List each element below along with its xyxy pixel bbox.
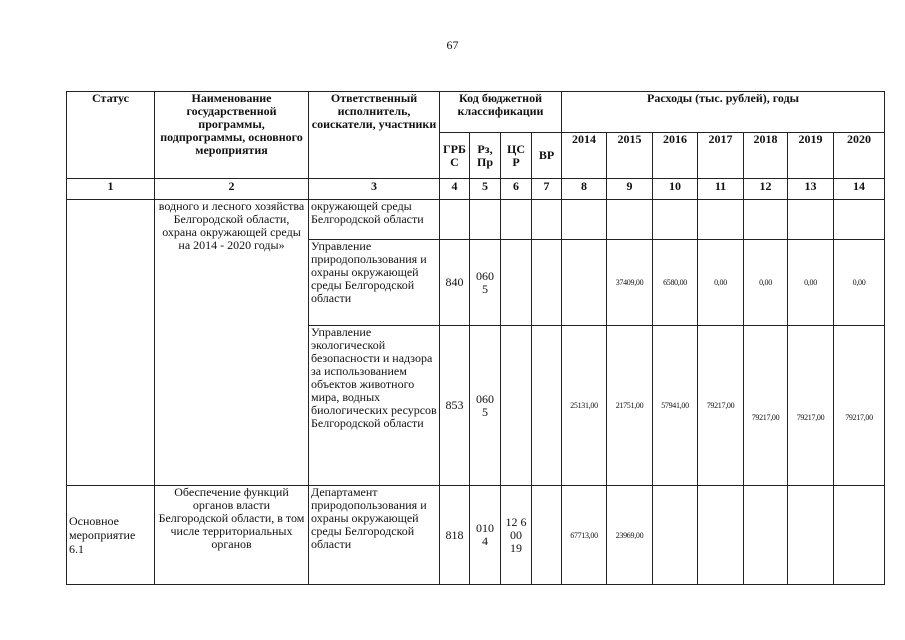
executor-cell: Департамент природопользования и охраны окружающей среды Белгородской области xyxy=(309,486,440,585)
value-2016: 57941,00 xyxy=(653,326,698,486)
csr-cell xyxy=(501,326,532,486)
vr-cell xyxy=(532,240,562,326)
rzpr-cell xyxy=(470,200,501,240)
column-number: 13 xyxy=(788,179,834,200)
value-2020: 0,00 xyxy=(834,240,885,326)
csr-cell: 12 6 00 19 xyxy=(501,486,532,585)
value-2017: 0,00 xyxy=(698,240,744,326)
header-year-2016: 2016 xyxy=(653,133,698,179)
rzpr-cell: 010 4 xyxy=(470,486,501,585)
program-name-cell: водного и лесного хозяйства Белгородской области, охрана окружающей среды на 2014 - 2020 годы» xyxy=(155,200,309,486)
value-2014 xyxy=(562,240,607,326)
column-number: 11 xyxy=(698,179,744,200)
vr-cell xyxy=(532,486,562,585)
grbs-cell: 818 xyxy=(440,486,470,585)
column-number: 5 xyxy=(470,179,501,200)
column-number: 1 xyxy=(67,179,155,200)
value-2015: 37409,00 xyxy=(607,240,653,326)
value-2015: 21751,00 xyxy=(607,326,653,486)
column-number: 3 xyxy=(309,179,440,200)
header-year-2019: 2019 xyxy=(788,133,834,179)
value-2014 xyxy=(562,200,607,240)
value-2015: 23969,00 xyxy=(607,486,653,585)
csr-cell xyxy=(501,240,532,326)
value-2018: 0,00 xyxy=(744,240,788,326)
header-name: Наименование государственной программы, подпрограммы, основного мероприятия xyxy=(155,92,309,179)
column-number: 10 xyxy=(653,179,698,200)
executor-cell: Управление экологической безопасности и надзора за использованием объектов животного мира, водных биологических ресурсов Белгородской области xyxy=(309,326,440,486)
header-year-2014: 2014 xyxy=(562,133,607,179)
header-year-2020: 2020 xyxy=(834,133,885,179)
header-year-2017: 2017 xyxy=(698,133,744,179)
column-number: 4 xyxy=(440,179,470,200)
vr-cell xyxy=(532,326,562,486)
value-2020 xyxy=(834,486,885,585)
value-2018 xyxy=(744,200,788,240)
value-2019 xyxy=(788,200,834,240)
value-2020: 79217,00 xyxy=(834,326,885,486)
rzpr-cell: 060 5 xyxy=(470,240,501,326)
value-2014: 67713,00 xyxy=(562,486,607,585)
rzpr-cell: 060 5 xyxy=(470,326,501,486)
column-number: 7 xyxy=(532,179,562,200)
grbs-cell: 853 xyxy=(440,326,470,486)
column-number: 12 xyxy=(744,179,788,200)
column-number-row xyxy=(67,179,885,200)
column-number: 8 xyxy=(562,179,607,200)
value-2019 xyxy=(788,486,834,585)
table-row xyxy=(67,200,885,240)
executor-cell: окружающей среды Белгородской области xyxy=(309,200,440,240)
column-number: 14 xyxy=(834,179,885,200)
value-2017: 79217,00 xyxy=(698,326,744,486)
value-2016: 6580,00 xyxy=(653,240,698,326)
column-number: 9 xyxy=(607,179,653,200)
header-executor: Ответственный исполнитель, соискатели, участники xyxy=(309,92,440,179)
value-2018 xyxy=(744,486,788,585)
status-cell xyxy=(67,200,155,486)
table-row xyxy=(67,486,885,585)
value-2015 xyxy=(607,200,653,240)
value-2020 xyxy=(834,200,885,240)
value-2016 xyxy=(653,200,698,240)
header-csr: ЦС Р xyxy=(501,133,532,179)
column-number: 2 xyxy=(155,179,309,200)
value-2017 xyxy=(698,200,744,240)
vr-cell xyxy=(532,200,562,240)
budget-table xyxy=(66,91,885,585)
header-status: Статус xyxy=(67,92,155,179)
csr-cell xyxy=(501,200,532,240)
program-name-cell: Обеспечение функций органов власти Белгородской области, в том числе территориальных органов xyxy=(155,486,309,585)
page-number: 67 xyxy=(446,38,459,52)
header-grbs: ГРБ С xyxy=(440,133,470,179)
column-number: 6 xyxy=(501,179,532,200)
value-2019: 79217,00 xyxy=(788,326,834,486)
header-year-2018: 2018 xyxy=(744,133,788,179)
value-2017 xyxy=(698,486,744,585)
header-year-2015: 2015 xyxy=(607,133,653,179)
grbs-cell xyxy=(440,200,470,240)
value-2018: 79217,00 xyxy=(744,326,788,486)
value-2019: 0,00 xyxy=(788,240,834,326)
status-cell: Основное мероприятие 6.1 xyxy=(67,486,155,585)
value-2016 xyxy=(653,486,698,585)
executor-cell: Управление природопользования и охраны окружающей среды Белгородской области xyxy=(309,240,440,326)
header-vr: ВР xyxy=(532,133,562,179)
grbs-cell: 840 xyxy=(440,240,470,326)
header-budget-code: Код бюджетной классификации xyxy=(440,92,562,133)
value-2014: 25131,00 xyxy=(562,326,607,486)
header-rzpr: Рз, Пр xyxy=(470,133,501,179)
header-expenses: Расходы (тыс. рублей), годы xyxy=(562,92,885,133)
